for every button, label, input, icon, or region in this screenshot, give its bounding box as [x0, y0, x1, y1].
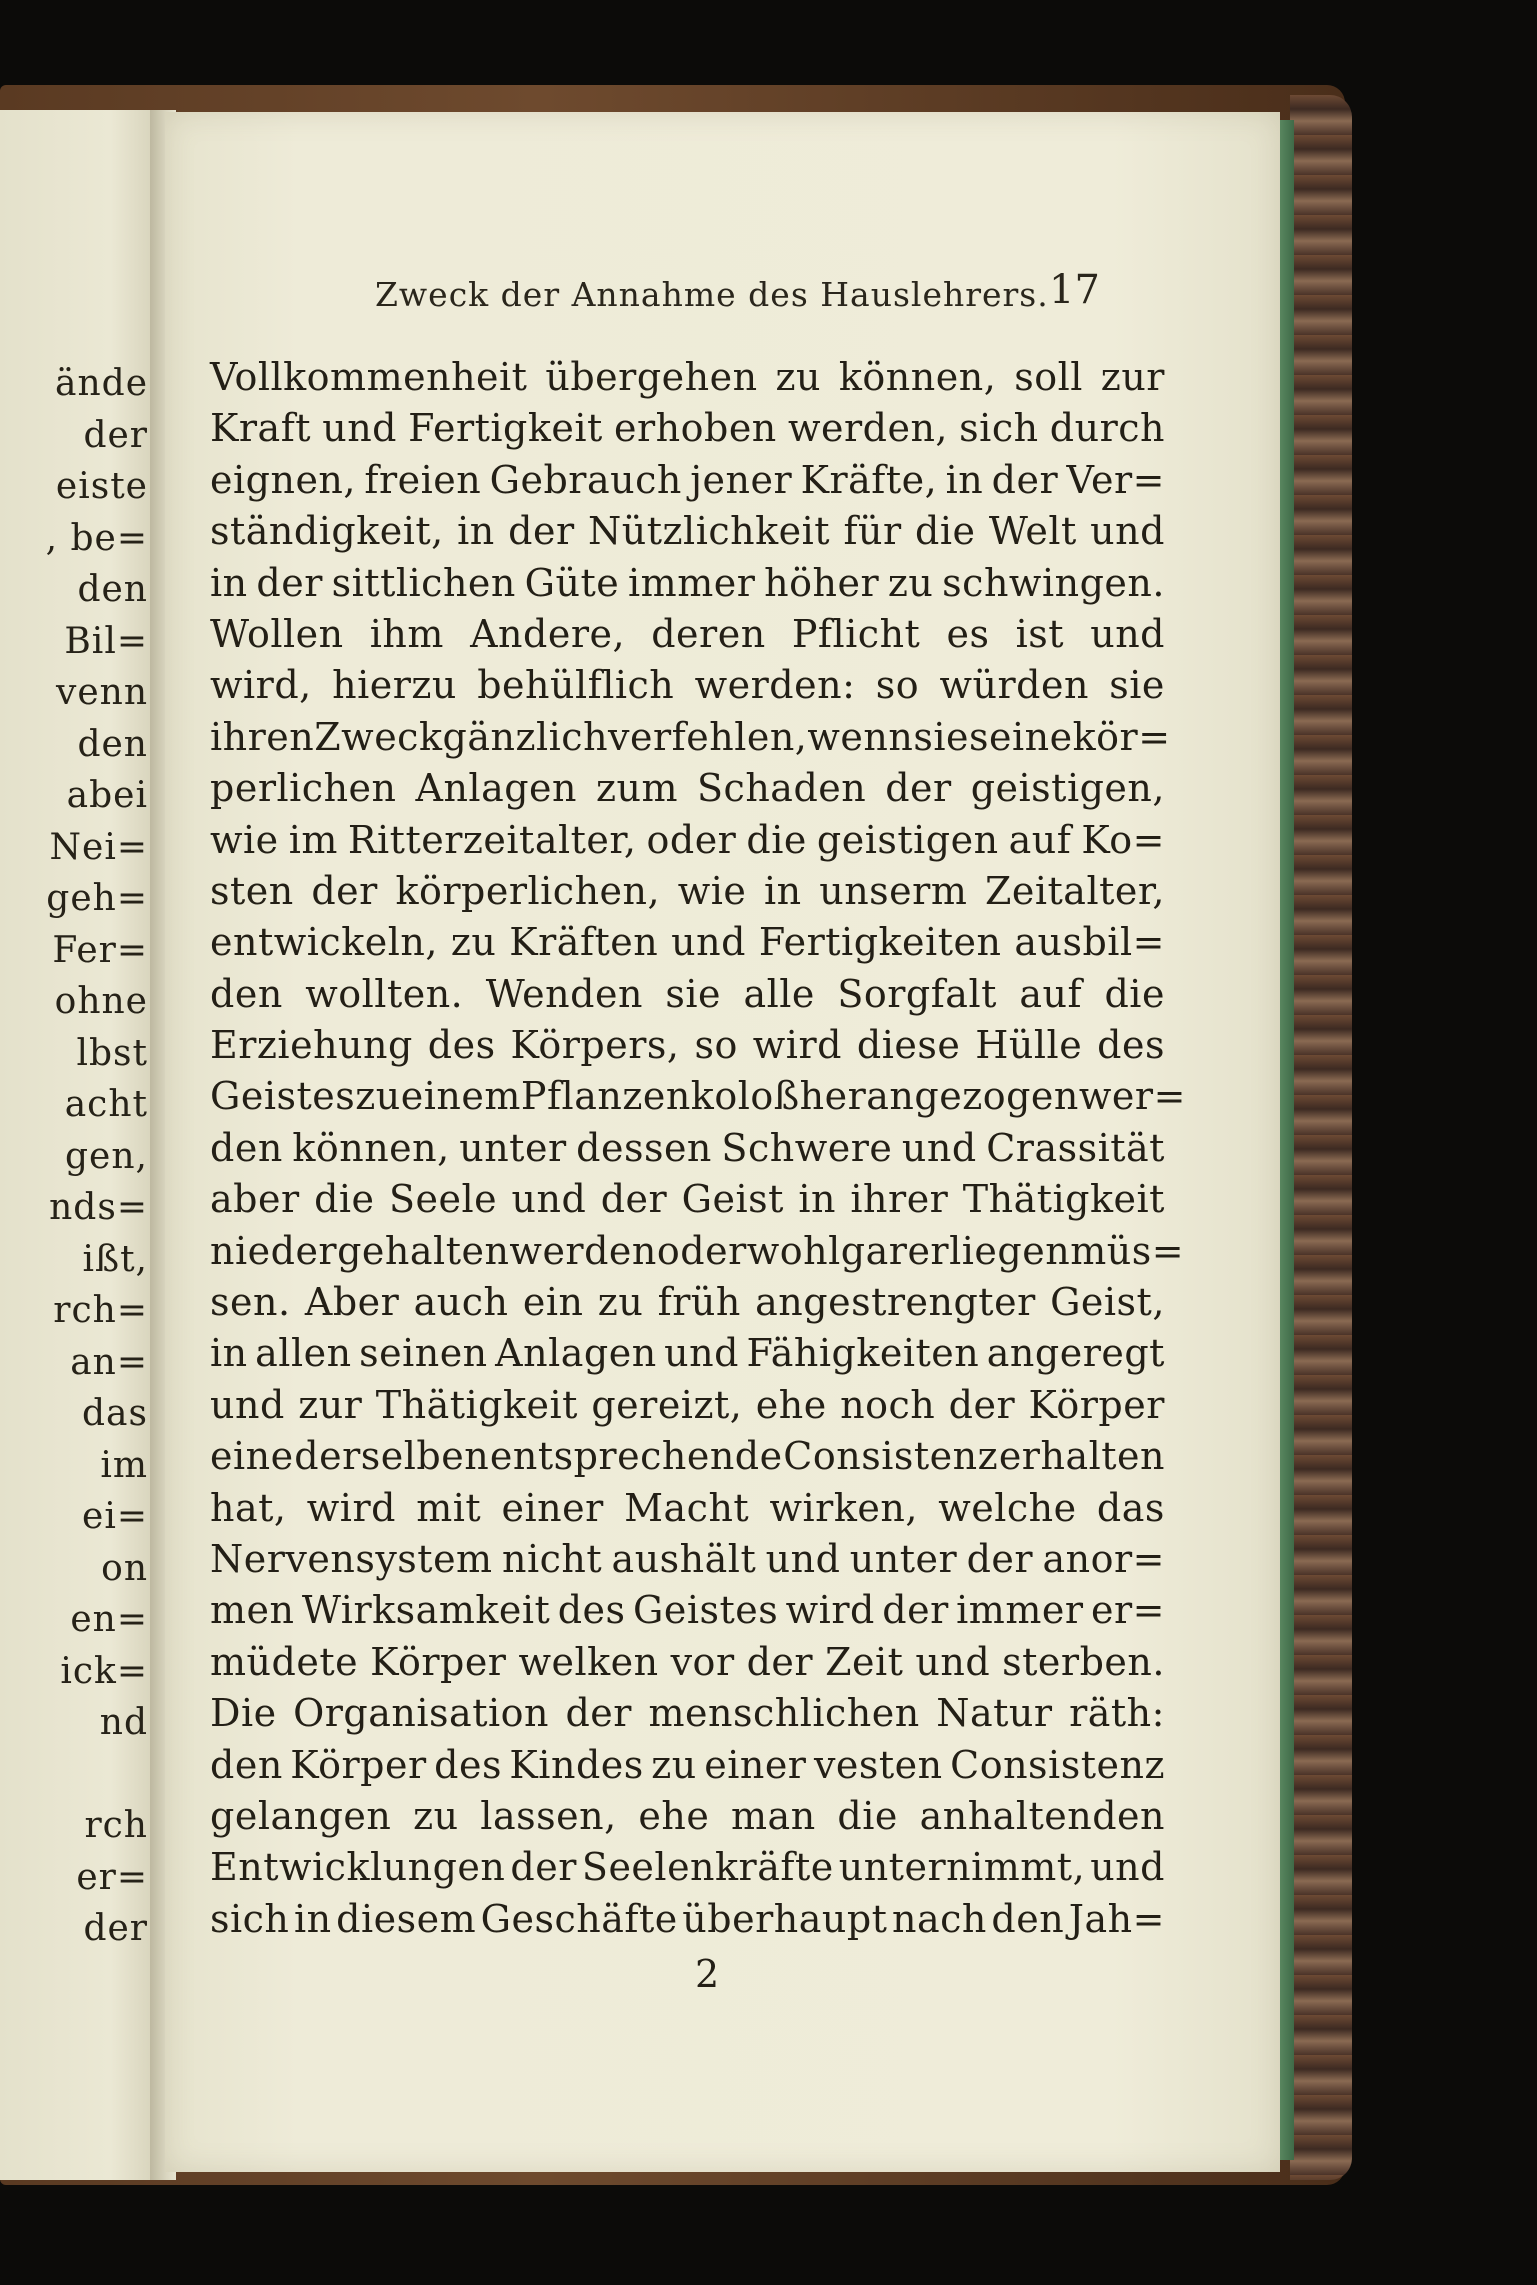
- left-text-fragment: ei=: [82, 1496, 148, 1537]
- left-text-fragment: on: [101, 1547, 148, 1589]
- left-text-fragment: [46, 1749, 148, 1801]
- text-line: Erziehung des Körpers, so wird diese Hülle des: [210, 1023, 1165, 1068]
- left-text-fragment: abei: [66, 775, 148, 816]
- left-text-fragment: acht: [64, 1084, 148, 1125]
- text-line: Nervensystem nicht aushält und unter der anor=: [210, 1536, 1165, 1581]
- left-text-fragment: der: [83, 414, 148, 456]
- left-text-fragment: rch: [84, 1805, 148, 1846]
- left-text-fragment: ände: [55, 363, 148, 404]
- text-line: wie im Ritterzeitalter, oder die geistigen auf Ko=: [210, 817, 1165, 862]
- left-page-text: [46, 358, 148, 1955]
- right-page: [165, 112, 1280, 2172]
- text-line: Kraft und Fertigkeit erhoben werden, sich durch: [210, 406, 1165, 451]
- left-text-fragment: venn: [55, 672, 148, 713]
- left-text-fragment: den: [77, 569, 148, 610]
- text-line: gelangen zu lassen, ehe man die anhaltenden: [210, 1793, 1165, 1838]
- left-text-fragment: eiste: [55, 466, 148, 507]
- text-line: hat, wird mit einer Macht wirken, welche das: [210, 1485, 1165, 1530]
- text-line: und zur Thätigkeit gereizt, ehe noch der Körper: [210, 1382, 1165, 1427]
- book-cover-marbled-edge: [1290, 95, 1352, 2180]
- left-text-fragment: ißt,: [82, 1238, 148, 1280]
- text-line: den wollten. Wenden sie alle Sorgfalt auf die: [210, 971, 1165, 1016]
- text-line: in der sittlichen Güte immer höher zu schwingen.: [210, 560, 1165, 605]
- text-line: entwickeln, zu Kräften und Fertigkeiten ausbil=: [210, 920, 1165, 965]
- text-line: eine derselben entsprechende Consistenz erhalten: [210, 1434, 1165, 1479]
- text-line: sich in diesem Geschäfte überhaupt nach den Jah=: [210, 1896, 1165, 1941]
- text-line: men Wirksamkeit des Geistes wird der immer er=: [210, 1588, 1165, 1633]
- signature-mark: 2: [695, 1952, 720, 1996]
- text-line: wird, hierzu behülflich werden: so würden sie: [210, 663, 1165, 708]
- page-edge-green: [1278, 120, 1294, 2160]
- text-line: Wollen ihm Andere, deren Pflicht es ist und: [210, 611, 1165, 656]
- text-line: den können, unter dessen Schwere und Crassität: [210, 1125, 1165, 1170]
- running-title: Zweck der Annahme des Hauslehrers.: [375, 275, 1049, 314]
- running-head: [165, 267, 1280, 327]
- left-text-fragment: en=: [70, 1599, 148, 1640]
- text-line: Die Organisation der menschlichen Natur räth:: [210, 1691, 1165, 1736]
- text-line: Geistes zu einem Pflanzenkoloß herangezogen wer=: [210, 1074, 1186, 1119]
- left-text-fragment: an=: [70, 1341, 148, 1383]
- text-line: perlichen Anlagen zum Schaden der geistigen,: [210, 766, 1165, 811]
- left-text-fragment: , be=: [45, 517, 148, 559]
- left-text-fragment: nd: [99, 1702, 148, 1743]
- text-line: in allen seinen Anlagen und Fähigkeiten angeregt: [210, 1331, 1165, 1376]
- left-text-fragment: ohne: [54, 981, 148, 1022]
- left-text-fragment: gen,: [65, 1135, 148, 1177]
- body-text: [210, 352, 1186, 1945]
- text-line: Vollkommenheit übergehen zu können, soll zur: [210, 355, 1165, 399]
- text-line: sten der körperlichen, wie in unserm Zeitalter,: [210, 868, 1165, 913]
- text-line: niedergehalten werden oder wohl gar erliegen müs=: [210, 1228, 1185, 1273]
- left-facing-page: [0, 110, 158, 2180]
- left-text-fragment: im: [100, 1444, 148, 1486]
- left-text-fragment: er=: [76, 1856, 148, 1898]
- left-text-fragment: ick=: [60, 1650, 148, 1692]
- text-line: ihren Zweck gänzlich verfehlen, wenn sie seine kör=: [210, 714, 1171, 759]
- text-line: eignen, freien Gebrauch jener Kräfte, in der Ver=: [210, 457, 1165, 502]
- left-text-fragment: den: [77, 723, 148, 765]
- left-text-fragment: Nei=: [49, 826, 148, 868]
- text-line: Entwicklungen der Seelenkräfte unternimmt, und: [210, 1845, 1165, 1890]
- left-text-fragment: lbst: [76, 1032, 148, 1074]
- left-text-fragment: Fer=: [52, 929, 148, 971]
- left-text-fragment: rch=: [53, 1290, 148, 1331]
- text-line: ständigkeit, in der Nützlichkeit für die Welt und: [210, 509, 1165, 554]
- left-text-fragment: der: [83, 1908, 148, 1949]
- left-text-fragment: geh=: [46, 878, 148, 919]
- text-line: sen. Aber auch ein zu früh angestrengter Geist,: [210, 1280, 1165, 1325]
- left-text-fragment: nds=: [49, 1187, 148, 1228]
- text-line: aber die Seele und der Geist in ihrer Thätigkeit: [210, 1177, 1165, 1222]
- left-text-fragment: das: [82, 1393, 148, 1434]
- left-text-fragment: Bil=: [64, 620, 148, 662]
- text-line: müdete Körper welken vor der Zeit und sterben.: [210, 1639, 1165, 1684]
- page-number: 17: [1049, 267, 1100, 313]
- text-line: den Körper des Kindes zu einer vesten Consistenz: [210, 1742, 1165, 1787]
